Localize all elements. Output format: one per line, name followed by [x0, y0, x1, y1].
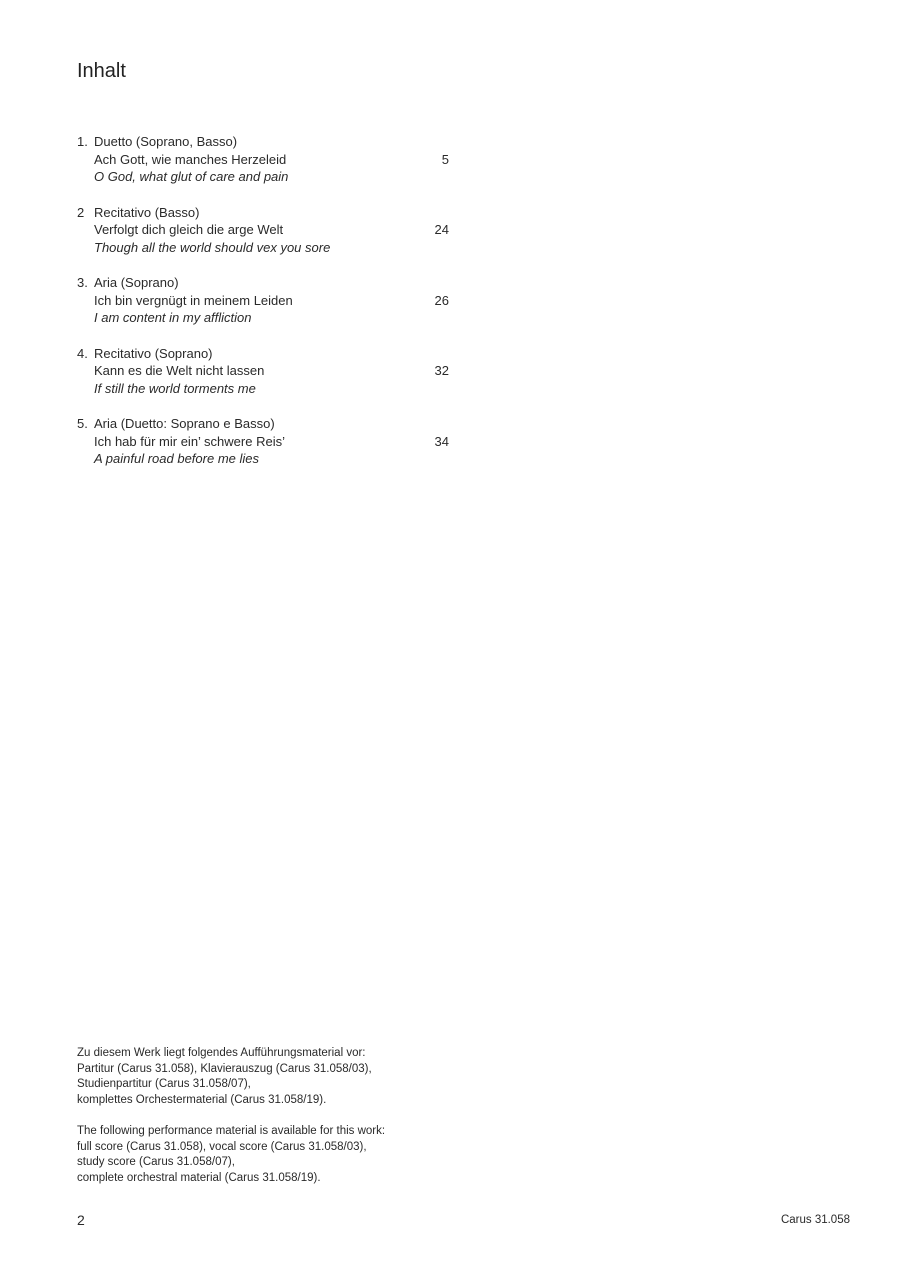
table-of-contents — [77, 133, 457, 486]
movement-title-german: Verfolgt dich gleich die arge Welt — [94, 222, 284, 237]
movement-page-number: 26 — [434, 292, 449, 308]
movement-page-number: 34 — [434, 433, 449, 449]
movement-number: 3. — [77, 275, 88, 290]
note-line: full score (Carus 31.058), vocal score (Carus 31.058/03), — [77, 1140, 367, 1153]
movement-number: 5. — [77, 416, 88, 431]
movement-number: 1. — [77, 134, 88, 149]
page-number: 2 — [77, 1212, 85, 1228]
movement-title-german: Ich bin vergnügt in meinem Leiden — [94, 292, 293, 308]
note-line: Studienpartitur (Carus 31.058/07), — [77, 1078, 251, 1090]
toc-entry — [77, 133, 457, 186]
movement-heading: Duetto (Soprano, Basso) — [94, 134, 238, 149]
movement-title-english: A painful road before me lies — [94, 451, 260, 466]
performance-material-notes — [77, 1046, 385, 1202]
movement-title-english: If still the world torments me — [94, 380, 256, 396]
note-line: The following performance material is available for this work: — [77, 1125, 386, 1137]
toc-entry — [77, 274, 457, 327]
toc-entry — [77, 415, 457, 468]
movement-heading: Recitativo (Soprano) — [94, 345, 213, 361]
movement-number: 4. — [77, 345, 88, 361]
toc-entry — [77, 345, 457, 398]
movement-title-english: I am content in my affliction — [94, 310, 252, 325]
note-english — [77, 1124, 385, 1186]
toc-entry — [77, 204, 457, 257]
note-line: study score (Carus 31.058/07), — [77, 1156, 235, 1168]
note-line: complete orchestral material (Carus 31.058/19). — [77, 1171, 321, 1184]
movement-page-number: 32 — [434, 363, 449, 378]
movement-heading: Recitativo (Basso) — [94, 204, 200, 220]
movement-title-english: O God, what glut of care and pain — [94, 169, 289, 184]
note-german — [77, 1046, 385, 1108]
movement-page-number: 24 — [434, 222, 449, 237]
note-line: komplettes Orchestermaterial (Carus 31.058/19). — [77, 1093, 327, 1106]
movement-page-number: 5 — [441, 151, 449, 167]
movement-heading: Aria (Duetto: Soprano e Basso) — [94, 416, 275, 431]
page-title: Inhalt — [77, 60, 126, 82]
note-line: Partitur (Carus 31.058), Klavierauszug (Carus 31.058/03), — [77, 1062, 372, 1075]
movement-title-english: Though all the world should vex you sore — [94, 239, 331, 255]
movement-title-german: Ach Gott, wie manches Herzeleid — [94, 151, 287, 167]
movement-number: 2 — [77, 204, 85, 220]
movement-title-german: Ich hab für mir ein’ schwere Reis’ — [94, 433, 285, 449]
catalog-number: Carus 31.058 — [780, 1214, 850, 1226]
note-line: Zu diesem Werk liegt folgendes Aufführungsmaterial vor: — [77, 1047, 366, 1059]
movement-heading: Aria (Soprano) — [94, 275, 179, 290]
movement-title-german: Kann es die Welt nicht lassen — [94, 363, 265, 378]
